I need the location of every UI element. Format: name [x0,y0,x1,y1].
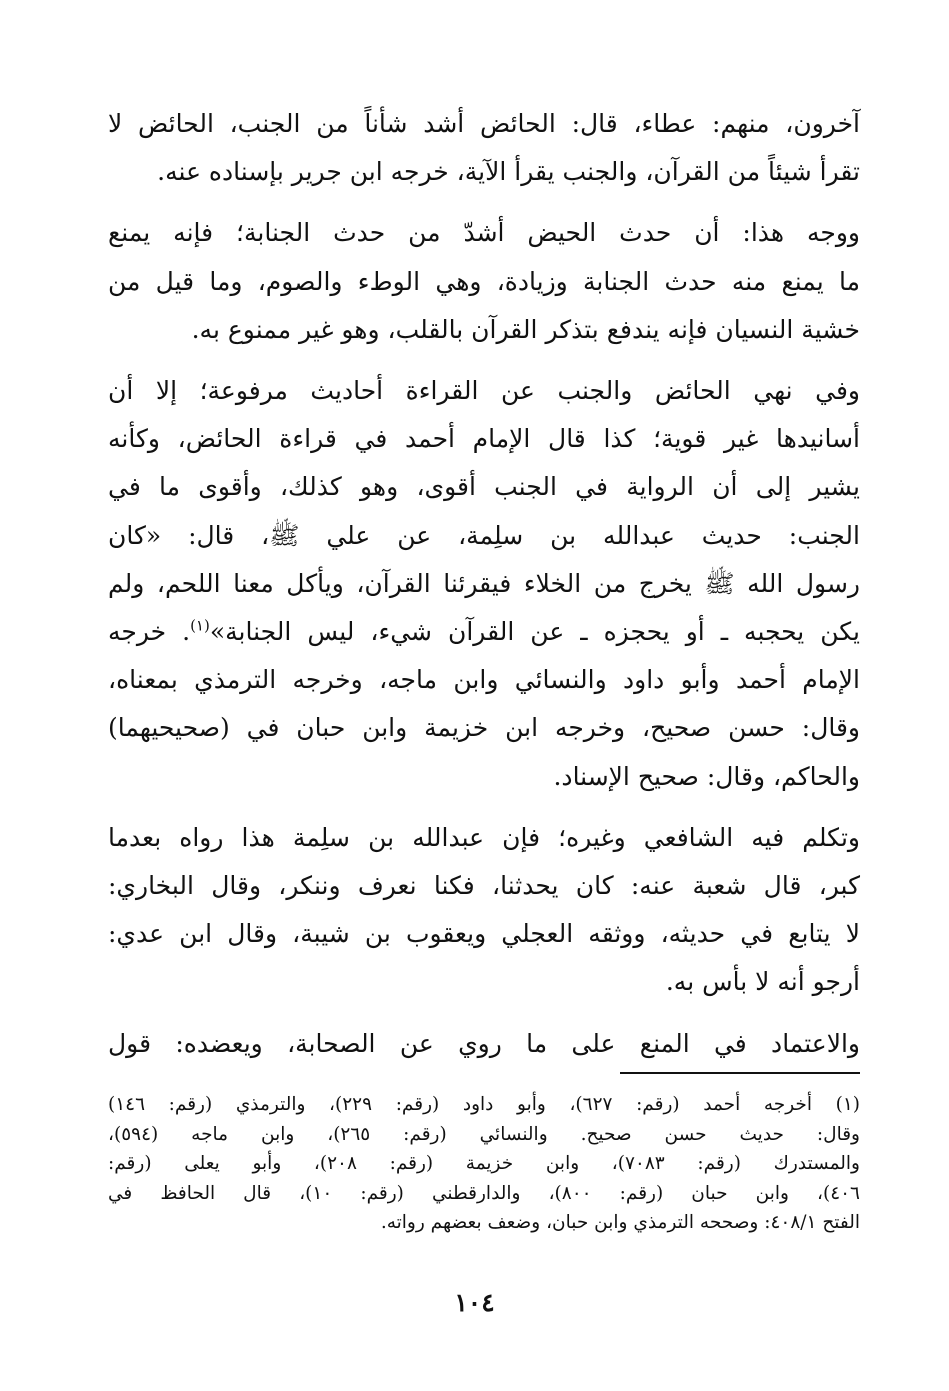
paragraph-2 [108,209,860,354]
footnote-line: (١) أخرجه أحمد (رقم: ٦٢٧)، وأبو داود (رقم: ٢٢٩)، والترمذي (رقم: ١٤٦) [108,1094,860,1115]
text-line: وتكلم فيه الشافعي وغيره؛ فإن عبدالله بن سلِمة هذا رواه بعدما [108,822,861,852]
text-line: رسول الله ﷺ يخرج من الخلاء فيقرئنا القرآن، ويأكل معنا اللحم، ولم [108,568,860,598]
text-line: ما يمنع منه حدث الجنابة وزيادة، وهي الوطء والصوم، وما قيل من [108,266,860,296]
footnote-divider [620,1072,860,1074]
footnote-line: والمستدرك (رقم: ٧٠٨٣)، وابن خزيمة (رقم: ٢٠٨)، وأبو يعلى (رقم: [108,1153,860,1175]
text-line: ووجه هذا: أن حدث الحيض أشدّ من حدث الجنابة؛ فإنه يمنع [108,218,861,248]
footnote-line: وقال: حديث حسن صحيح. والنسائي (رقم: ٢٦٥)، وابن ماجه (٥٩٤)، [108,1123,860,1145]
text-line: والحاكم، وقال: صحيح الإسناد. [553,761,860,791]
text-line: كبر، قال شعبة عنه: كان يحدثنا، فكنا نعرف وننكر، وقال البخاري: [108,871,860,901]
paragraph-3 [108,367,860,801]
text-line: أسانيدها غير قوية؛ كذا قال الإمام أحمد في قراءة الحائض، وكأنه [108,424,860,454]
text-line-tail: . خرجه [108,617,191,647]
paragraph-4 [108,814,860,1007]
paragraph-5 [108,1020,860,1068]
footnote-reference[interactable]: (١) [190,616,210,635]
paragraph-1 [108,100,860,196]
text-line: وفي نهي الحائض والجنب عن القراءة أحاديث مرفوعة؛ إلا أن [108,376,860,406]
text-line-body: يكن يحجبه ـ أو يحجزه ـ عن القرآن شيء، ليس الجنابة» [209,617,861,647]
text-line: أرجو أنه لا بأس به. [665,967,860,997]
footnote-line: ٤٠٦)، وابن حبان (رقم: ٨٠٠)، والدارقطني (رقم: ١٠)، قال الحافظ في [108,1182,860,1204]
footnote-line: الفتح ٤٠٨/١: وصححه الترمذي وابن حبان، وضعف بعضهم رواته. [380,1212,860,1234]
text-line: تقرأ شيئاً من القرآن، والجنب يقرأ الآية، خرجه ابن جرير بإسناده عنه. [157,157,860,187]
text-line: لا يتابع في حديثه، ووثقه العجلي ويعقوب بن شيبة، وقال ابن عدي: [108,919,860,949]
text-line: الجنب: حديث عبدالله بن سلِمة، عن علي ﷺ، قال: «كان [108,520,860,550]
page-number: ١٠٤ [454,1288,495,1317]
main-text [108,100,860,1081]
text-line: وقال: حسن صحيح، وخرجه ابن خزيمة وابن حبان في (صحيحيهما) [108,713,860,743]
text-line: يشير إلى أن الرواية في الجنب أقوى، وهو كذلك، وأقوى ما في [108,472,860,502]
footnotes [108,1090,860,1238]
text-line: خشية النسيان فإنه يندفع بتذكر القرآن بالقلب، وهو غير ممنوع به. [191,314,860,344]
text-line: والاعتماد في المنع على ما روي عن الصحابة، ويعضده: قول [108,1028,860,1058]
text-line: الإمام أحمد وأبو داود والنسائي وابن ماجه، وخرجه الترمذي بمعناه، [108,665,860,695]
text-line-with-footnote [108,608,860,656]
text-line: آخرون، منهم: عطاء، قال: الحائض أشد شأناً من الجنب، الحائض لا [108,109,860,138]
